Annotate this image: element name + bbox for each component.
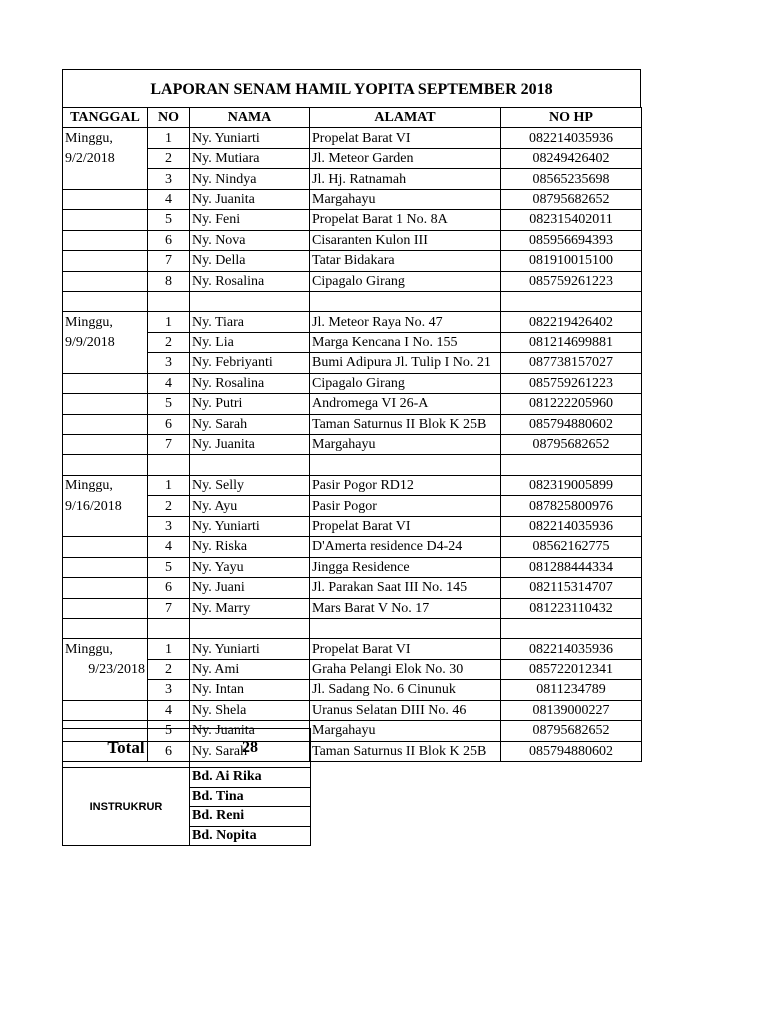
participant-phone: 08795682652 [501,435,642,455]
table-row [63,414,642,434]
row-number: 7 [148,435,190,455]
table-row [63,230,642,250]
participant-address: Jl. Meteor Garden [310,148,501,168]
empty-cell [310,455,501,475]
participant-address: Graha Pelangi Elok No. 30 [310,659,501,679]
date-cell [63,373,148,393]
empty-cell [190,291,310,311]
table-row [63,128,642,148]
table-row [63,537,642,557]
participant-address: Propelat Barat VI [310,128,501,148]
attendance-table [62,107,642,762]
instructor-row [63,768,311,788]
participant-phone: 081910015100 [501,251,642,271]
participant-phone: 085794880602 [501,741,642,761]
date-cell [63,598,148,618]
participant-address: Andromega VI 26-A [310,394,501,414]
row-number: 3 [148,169,190,189]
participant-name: Ny. Riska [190,537,310,557]
date-cell [63,516,148,536]
row-number: 2 [148,332,190,352]
participant-address: Cipagalo Girang [310,373,501,393]
row-number: 6 [148,414,190,434]
date-cell [63,578,148,598]
participant-name: Ny. Sarah [190,414,310,434]
table-row [63,639,642,659]
empty-cell [63,618,148,638]
participant-name: Ny. Yayu [190,557,310,577]
participant-phone: 085956694393 [501,230,642,250]
participant-phone: 085759261223 [501,271,642,291]
participant-address: Mars Barat V No. 17 [310,598,501,618]
participant-address: Jl. Meteor Raya No. 47 [310,312,501,332]
table-row [63,475,642,495]
instructor-label: INSTRUKRUR [63,768,190,846]
empty-cell [190,618,310,638]
table-row [63,148,642,168]
participant-phone: 08565235698 [501,169,642,189]
participant-address: Cisaranten Kulon III [310,230,501,250]
header-tanggal: TANGGAL [63,108,148,128]
instructor-name: Bd. Nopita [190,826,311,846]
date-cell [63,537,148,557]
row-number: 5 [148,557,190,577]
participant-address: Margahayu [310,189,501,209]
participant-name: Ny. Yuniarti [190,128,310,148]
participant-address: Bumi Adipura Jl. Tulip I No. 21 [310,353,501,373]
row-number: 8 [148,271,190,291]
participant-name: Ny. Intan [190,680,310,700]
empty-cell [190,455,310,475]
empty-cell [310,291,501,311]
participant-phone: 08139000227 [501,700,642,720]
summary-table [62,728,311,846]
header-row [63,108,642,128]
table-row [63,373,642,393]
participant-address: Cipagalo Girang [310,271,501,291]
table-row [63,353,642,373]
table-row [63,659,642,679]
date-cell: Minggu, [63,312,148,332]
table-row [63,210,642,230]
empty-cell [63,455,148,475]
date-cell: 9/9/2018 [63,332,148,352]
date-cell: Minggu, [63,128,148,148]
participant-phone: 082214035936 [501,639,642,659]
row-number: 7 [148,598,190,618]
date-cell [63,435,148,455]
participant-phone: 08562162775 [501,537,642,557]
participant-phone: 085759261223 [501,373,642,393]
empty-cell [310,618,501,638]
table-row [63,435,642,455]
row-number: 1 [148,639,190,659]
row-number: 1 [148,128,190,148]
row-number: 5 [148,721,190,741]
row-number: 6 [148,578,190,598]
row-number: 7 [148,251,190,271]
participant-name: Ny. Juanita [190,721,310,741]
participant-phone: 085722012341 [501,659,642,679]
participant-phone: 082219426402 [501,312,642,332]
empty-cell [501,618,642,638]
participant-address: Propelat Barat VI [310,639,501,659]
total-value: 28 [190,729,311,768]
participant-address: Uranus Selatan DIII No. 46 [310,700,501,720]
participant-phone: 081214699881 [501,332,642,352]
participant-name: Ny. Della [190,251,310,271]
date-cell [63,230,148,250]
participant-name: Ny. Juanita [190,189,310,209]
participant-name: Ny. Tiara [190,312,310,332]
participant-phone: 082214035936 [501,128,642,148]
table-row [63,496,642,516]
row-number: 4 [148,700,190,720]
table-row [63,251,642,271]
date-cell: 9/16/2018 [63,496,148,516]
row-number: 2 [148,496,190,516]
participant-phone: 08795682652 [501,721,642,741]
participant-address: Jl. Parakan Saat III No. 145 [310,578,501,598]
participant-phone: 081288444334 [501,557,642,577]
participant-name: Ny. Febriyanti [190,353,310,373]
participant-name: Ny. Marry [190,598,310,618]
table-row [63,598,642,618]
attendance-table-body [63,108,642,762]
header-no: NO [148,108,190,128]
table-row [63,169,642,189]
date-cell [63,189,148,209]
row-number: 2 [148,659,190,679]
row-number: 6 [148,741,190,761]
participant-phone: 08795682652 [501,189,642,209]
participant-phone: 081222205960 [501,394,642,414]
row-number: 4 [148,373,190,393]
report-title: LAPORAN SENAM HAMIL YOPITA SEPTEMBER 2018 [62,69,641,107]
participant-name: Ny. Juani [190,578,310,598]
participant-address: Margahayu [310,435,501,455]
summary-section [62,728,311,846]
participant-name: Ny. Lia [190,332,310,352]
date-cell [63,700,148,720]
participant-address: Tatar Bidakara [310,251,501,271]
report-sheet [62,69,641,762]
participant-name: Ny. Yuniarti [190,516,310,536]
empty-cell [501,291,642,311]
participant-address: Pasir Pogor RD12 [310,475,501,495]
total-label: Total [63,729,190,768]
date-cell: Minggu, [63,639,148,659]
participant-address: Jl. Hj. Ratnamah [310,169,501,189]
row-number: 3 [148,353,190,373]
date-cell: 9/23/2018 [63,659,148,679]
instructor-name: Bd. Ai Rika [190,768,311,788]
participant-phone: 082315402011 [501,210,642,230]
participant-name: Ny. Nindya [190,169,310,189]
participant-address: Jl. Sadang No. 6 Cinunuk [310,680,501,700]
participant-phone: 082319005899 [501,475,642,495]
participant-address: Margahayu [310,721,501,741]
participant-phone: 08249426402 [501,148,642,168]
spacer-row [63,291,642,311]
row-number: 4 [148,537,190,557]
date-cell: 9/2/2018 [63,148,148,168]
participant-name: Ny. Rosalina [190,373,310,393]
date-cell [63,557,148,577]
instructor-name: Bd. Reni [190,807,311,827]
participant-phone: 082214035936 [501,516,642,536]
date-cell: Minggu, [63,475,148,495]
participant-name: Ny. Feni [190,210,310,230]
row-number: 2 [148,148,190,168]
participant-phone: 081223110432 [501,598,642,618]
table-row [63,557,642,577]
participant-name: Ny. Juanita [190,435,310,455]
participant-phone: 082115314707 [501,578,642,598]
table-row [63,516,642,536]
participant-address: Marga Kencana I No. 155 [310,332,501,352]
table-row [63,189,642,209]
instructor-name: Bd. Tina [190,787,311,807]
date-cell [63,169,148,189]
participant-phone: 085794880602 [501,414,642,434]
spacer-row [63,455,642,475]
empty-cell [148,455,190,475]
date-cell [63,414,148,434]
participant-address: Taman Saturnus II Blok K 25B [310,741,501,761]
participant-phone: 087738157027 [501,353,642,373]
participant-name: Ny. Ayu [190,496,310,516]
table-row [63,271,642,291]
participant-address: D'Amerta residence D4-24 [310,537,501,557]
row-number: 3 [148,680,190,700]
spacer-row [63,618,642,638]
row-number: 1 [148,312,190,332]
table-row [63,312,642,332]
row-number: 1 [148,475,190,495]
header-nama: NAMA [190,108,310,128]
header-alamat: ALAMAT [310,108,501,128]
table-row [63,680,642,700]
table-row [63,578,642,598]
date-cell [63,680,148,700]
row-number: 4 [148,189,190,209]
participant-name: Ny. Sarah [190,741,310,761]
participant-name: Ny. Selly [190,475,310,495]
table-row [63,394,642,414]
participant-name: Ny. Rosalina [190,271,310,291]
participant-name: Ny. Shela [190,700,310,720]
date-cell [63,271,148,291]
date-cell [63,353,148,373]
row-number: 6 [148,230,190,250]
row-number: 3 [148,516,190,536]
participant-address: Taman Saturnus II Blok K 25B [310,414,501,434]
participant-name: Ny. Mutiara [190,148,310,168]
row-number: 5 [148,394,190,414]
row-number: 5 [148,210,190,230]
date-cell [63,394,148,414]
participant-address: Propelat Barat 1 No. 8A [310,210,501,230]
participant-name: Ny. Ami [190,659,310,679]
table-row [63,332,642,352]
participant-phone: 0811234789 [501,680,642,700]
table-row [63,700,642,720]
participant-name: Ny. Nova [190,230,310,250]
participant-address: Jingga Residence [310,557,501,577]
empty-cell [501,455,642,475]
participant-name: Ny. Yuniarti [190,639,310,659]
header-no-hp: NO HP [501,108,642,128]
empty-cell [148,291,190,311]
empty-cell [148,618,190,638]
total-row [63,729,311,768]
date-cell [63,251,148,271]
participant-phone: 087825800976 [501,496,642,516]
participant-address: Pasir Pogor [310,496,501,516]
empty-cell [63,291,148,311]
participant-address: Propelat Barat VI [310,516,501,536]
date-cell [63,210,148,230]
participant-name: Ny. Putri [190,394,310,414]
